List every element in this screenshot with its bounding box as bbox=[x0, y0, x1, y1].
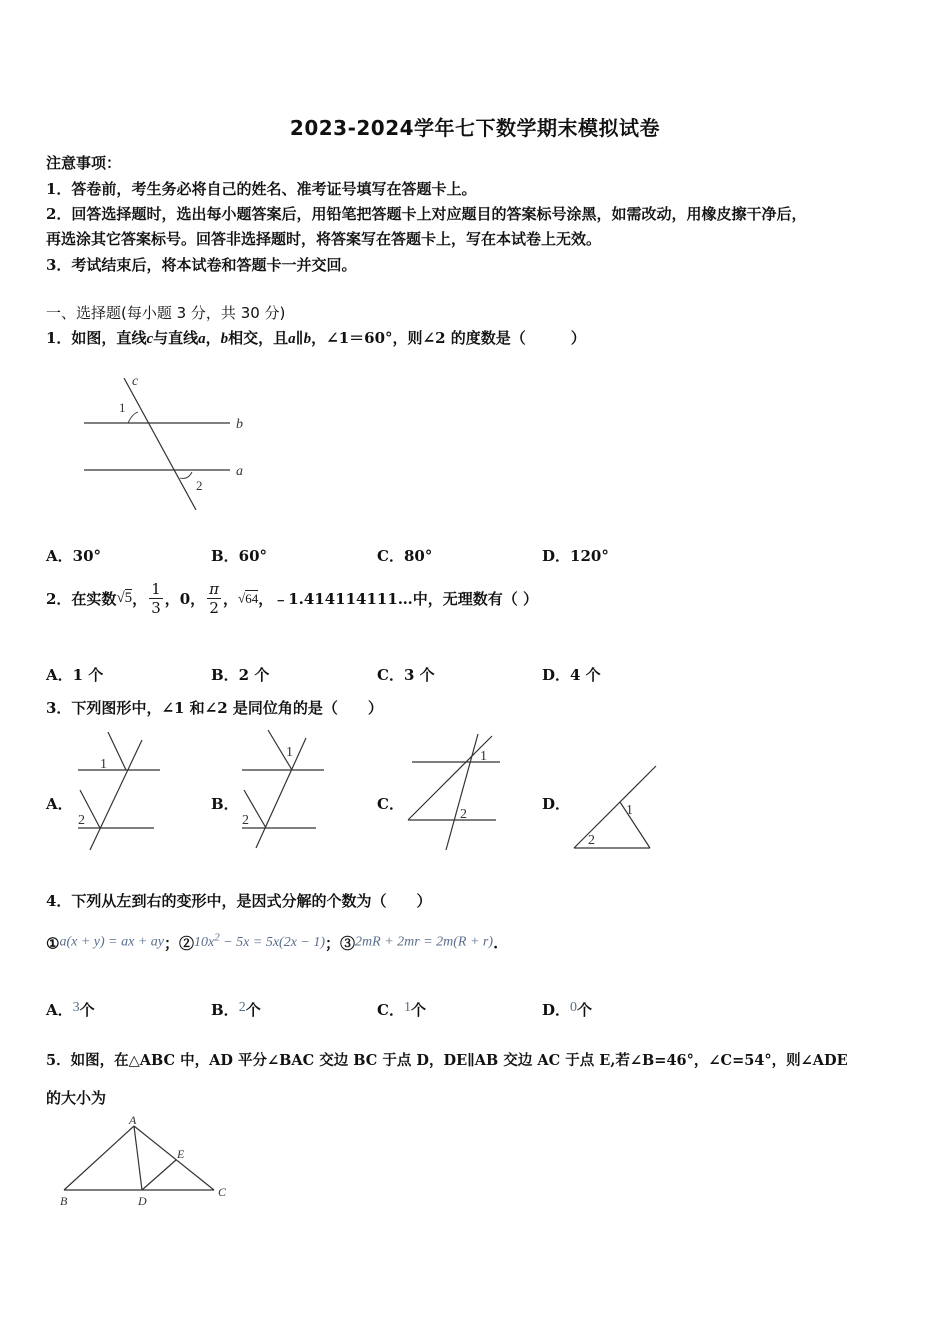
label-B: B bbox=[60, 1194, 68, 1208]
q4-option-a[interactable]: A．3个 bbox=[46, 1000, 95, 1019]
question-5-stem-cont: 的大小为 bbox=[46, 1089, 107, 1107]
notice-item: 3．考试结束后，将本试卷和答题卡一并交回。 bbox=[46, 256, 357, 274]
question-1-stem: 1．如图，直线c与直线a，b相交，且a∥b，∠1＝60°，则∠2 的度数是（ ） bbox=[46, 329, 586, 347]
svg-text:1: 1 bbox=[480, 749, 487, 764]
question-4-stem: 4．下列从左到右的变形中，是因式分解的个数为（ ） bbox=[46, 892, 432, 910]
label-a: a bbox=[236, 464, 243, 479]
q3-figure-c bbox=[400, 730, 510, 855]
notice-item: 1．答卷前，考生务必将自己的姓名、准考证号填写在答题卡上。 bbox=[46, 180, 477, 198]
q3-option-d[interactable]: D． bbox=[542, 795, 571, 813]
svg-text:1: 1 bbox=[286, 745, 293, 760]
q2-option-a[interactable]: A．1 个 bbox=[46, 666, 104, 684]
q3-option-b[interactable]: B． bbox=[211, 795, 239, 813]
q1-option-d[interactable]: D．120° bbox=[542, 547, 609, 565]
label-c: c bbox=[132, 374, 139, 389]
question-1-figure bbox=[70, 368, 270, 518]
svg-text:2: 2 bbox=[460, 807, 467, 822]
q3-option-a[interactable]: A． bbox=[46, 795, 73, 813]
q4-option-b[interactable]: B．2个 bbox=[211, 1000, 261, 1019]
question-5-figure bbox=[52, 1112, 242, 1212]
label-1: 1 bbox=[119, 400, 126, 415]
fraction-pi-half: $\frac{\pi}{2}$ bbox=[209, 580, 220, 617]
notice-item: 再选涂其它答案标号。回答非选择题时，将答案写在答题卡上，写在本试卷上无效。 bbox=[46, 230, 602, 248]
label-A: A bbox=[129, 1113, 137, 1127]
sqrt-symbol: √64 bbox=[238, 590, 259, 606]
question-2-stem: 2．在实数√5， $\frac{1}{3}$ ，0， $\frac{\pi}{2}$ ，√64，﹣1.414114111…中，无理数有（ ） bbox=[46, 580, 539, 617]
svg-text:1: 1 bbox=[100, 757, 107, 772]
notice-heading: 注意事项： bbox=[46, 154, 122, 172]
question-5-stem: 5．如图，在△ABC 中，AD 平分∠BAC 交边 BC 于点 D，DE∥AB 交边 AC 于点 E,若∠B=46°，∠C=54°，则∠ADE bbox=[46, 1052, 848, 1069]
label-E: E bbox=[177, 1147, 185, 1161]
q3-option-c[interactable]: C． bbox=[377, 795, 404, 813]
label-D: D bbox=[138, 1194, 147, 1208]
sqrt-symbol: √5 bbox=[116, 590, 133, 606]
notice-item: 2．回答选择题时，选出每小题答案后，用铅笔把答题卡上对应题目的答案标号涂黑，如需改动，用橡皮擦干净后， bbox=[46, 205, 807, 223]
q2-option-c[interactable]: C．3 个 bbox=[377, 666, 435, 684]
q2-option-b[interactable]: B．2 个 bbox=[211, 666, 270, 684]
question-3-stem: 3．下列图形中，∠1 和∠2 是同位角的是（ ） bbox=[46, 699, 383, 717]
label-C: C bbox=[218, 1185, 227, 1199]
fraction-one-third: $\frac{1}{3}$ bbox=[151, 580, 161, 617]
q3-figure-b bbox=[236, 728, 336, 853]
svg-text:2: 2 bbox=[588, 833, 595, 848]
q4-option-c[interactable]: C．1个 bbox=[377, 1000, 426, 1019]
q1-option-c[interactable]: C．80° bbox=[377, 547, 433, 565]
q3-figure-d bbox=[568, 762, 663, 854]
svg-text:2: 2 bbox=[78, 813, 85, 828]
question-4-expressions: ①a(x + y) = ax + ay；$②10x^2 - 5x = 5x(2x - 1)$；③2mR + 2mr = 2m(R + r). bbox=[46, 931, 499, 953]
label-b: b bbox=[236, 417, 243, 432]
q1-option-b[interactable]: B．60° bbox=[211, 547, 268, 565]
label-2: 2 bbox=[196, 478, 203, 493]
svg-text:2: 2 bbox=[242, 813, 249, 828]
section-heading: 一、选择题(每小题 3 分，共 30 分) bbox=[46, 304, 286, 322]
q1-option-a[interactable]: A．30° bbox=[46, 547, 102, 565]
page-title: 2023-2024学年七下数学期末模拟试卷 bbox=[289, 116, 661, 140]
q2-option-d[interactable]: D．4 个 bbox=[542, 666, 601, 684]
svg-text:1: 1 bbox=[626, 803, 633, 818]
q3-figure-a bbox=[70, 730, 170, 855]
q4-option-d[interactable]: D．0个 bbox=[542, 1000, 593, 1019]
